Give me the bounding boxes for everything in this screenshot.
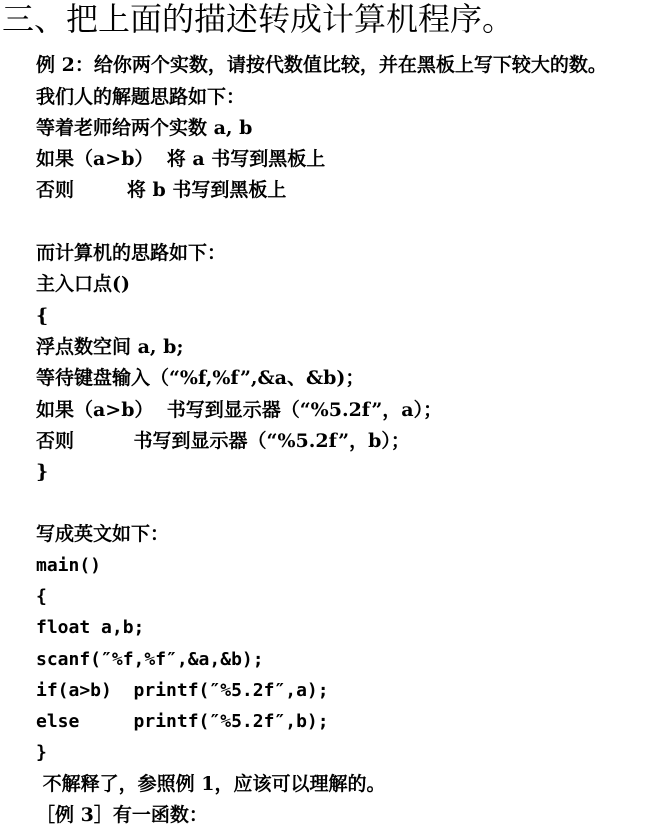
pseudo-input: 等待键盘输入（“%f,%f”,&a、&b)； xyxy=(36,367,365,389)
closing-note: 不解释了，参照例 1，应该可以理解的。 xyxy=(36,773,386,795)
computer-approach-title: 而计算机的思路如下： xyxy=(36,242,227,264)
code-declare: float a,b; xyxy=(36,617,145,638)
pseudo-if: 如果（a>b） 书写到显示器（“%5.2f”，a）； xyxy=(36,399,443,421)
code-scanf: scanf(″%f,%f″,&a,&b); xyxy=(36,649,264,670)
example-3-heading: ［例 3］有一函数： xyxy=(36,804,208,826)
example-2-statement: 例 2：给你两个实数，请按代数值比较，并在黑板上写下较大的数。 xyxy=(36,54,607,76)
section-heading: 三、把上面的描述转成计算机程序。 xyxy=(2,0,515,38)
human-approach-title: 我们人的解题思路如下： xyxy=(36,86,246,108)
code-open-brace: { xyxy=(36,586,47,607)
code-else: else printf(″%5.2f″,b); xyxy=(36,711,329,732)
human-step-if: 如果（a>b） 将 a 书写到黑板上 xyxy=(36,148,326,170)
pseudo-main: 主入口点() xyxy=(36,273,130,295)
pseudo-declare: 浮点数空间 a, b; xyxy=(36,336,184,358)
code-if: if(a>b) printf(″%5.2f″,a); xyxy=(36,680,329,701)
pseudo-open-brace: { xyxy=(36,305,49,327)
human-step-else: 否则 将 b 书写到黑板上 xyxy=(36,179,287,201)
code-close-brace: } xyxy=(36,742,47,763)
code-main: main() xyxy=(36,555,102,576)
english-title: 写成英文如下： xyxy=(36,523,170,545)
pseudo-close-brace: } xyxy=(36,461,49,483)
human-step-wait: 等着老师给两个实数 a, b xyxy=(36,117,253,139)
pseudo-else: 否则 书写到显示器（“%5.2f”，b）； xyxy=(36,430,410,452)
